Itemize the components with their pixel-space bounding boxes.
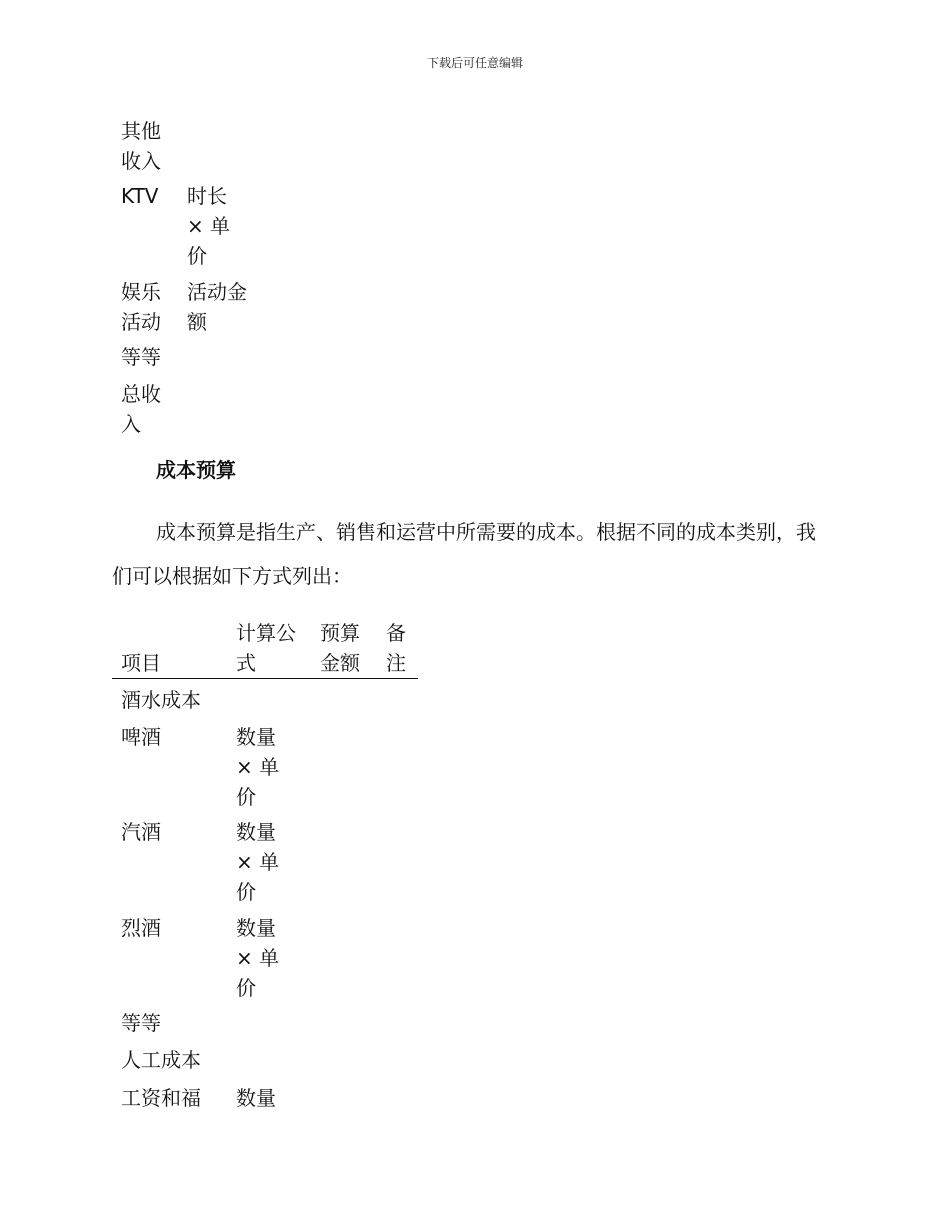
table-cell-formula: 数量 [236, 1086, 276, 1110]
section-title: 成本预算 [156, 458, 236, 482]
table-cell-formula: 数量 × 单价 [236, 725, 280, 809]
table-cell-item: 其他收入 [121, 119, 161, 173]
page-header: 下载后可任意编辑 [426, 56, 523, 70]
table-cell-item: KTV [121, 184, 159, 208]
table-header-amount: 预算金额 [320, 621, 360, 675]
table-cell-item: 等等 [121, 1011, 161, 1035]
table-cell-item: 总收入 [121, 382, 161, 436]
table-cell-item: 啤酒 [121, 725, 161, 749]
table-cell-item: 等等 [121, 345, 161, 369]
table-header-rule [112, 678, 418, 679]
table-header-notes: 备注 [386, 621, 406, 675]
table-header-formula: 计算公式 [236, 621, 296, 675]
table-cell-item: 人工成本 [121, 1048, 201, 1072]
table-header-item: 项目 [121, 651, 161, 675]
table-cell-formula: 时长 × 单价 [187, 184, 231, 268]
table-cell-item: 娱乐活动 [121, 280, 161, 334]
table-cell-formula: 活动金额 [187, 280, 247, 334]
table-cell-item: 汽酒 [121, 820, 161, 844]
table-cell-item: 工资和福 [121, 1086, 201, 1110]
table-cell-formula: 数量 × 单价 [236, 820, 280, 904]
table-cell-formula: 数量 × 单价 [236, 916, 280, 1000]
table-cell-item: 烈酒 [121, 916, 161, 940]
section-paragraph: 成本预算是指生产、销售和运营中所需要的成本。根据不同的成本类别，我们可以根据如下方式列出： [112, 520, 816, 588]
table-cell-item: 酒水成本 [121, 688, 201, 712]
